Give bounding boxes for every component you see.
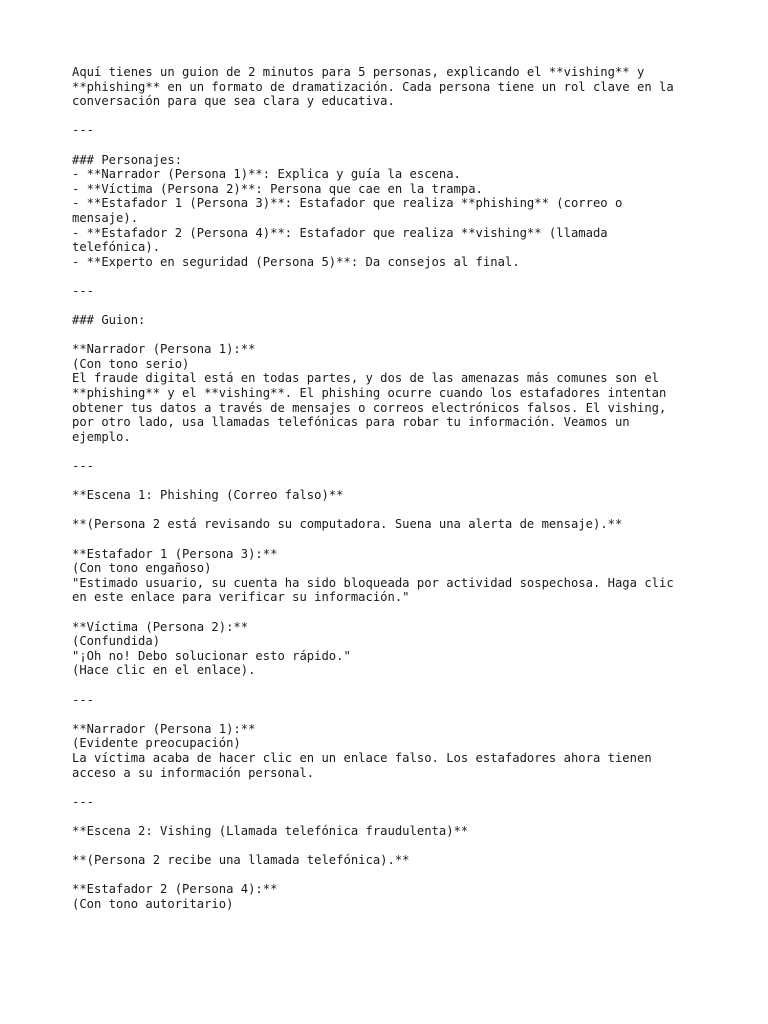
text-line: --- [72,283,95,298]
text-line: (Evidente preocupación) [72,736,241,751]
text-line: por otro lado, usa llamadas telefónicas para robar tu información. Veamos un [72,415,630,430]
text-line: ### Guion: [72,313,146,328]
blank-line [72,838,702,853]
text-line: - **Víctima (Persona 2)**: Persona que cae en la trampa. [72,181,483,196]
text-line: en este enlace para verificar su información." [72,590,410,605]
blank-line [72,707,702,722]
text-line: conversación para que sea clara y educativa. [72,94,395,109]
text-line: --- [72,794,95,809]
blank-line [72,328,702,343]
blank-line [72,605,702,620]
text-line: **(Persona 2 recibe una llamada telefónica).** [72,853,410,868]
text-line: **(Persona 2 está revisando su computadora. Suena una alerta de mensaje).** [72,517,623,532]
blank-line [72,868,702,883]
text-line: **Estafador 2 (Persona 4):** [72,882,278,897]
text-line: (Confundida) [72,634,161,649]
text-line: **Narrador (Persona 1):** [72,721,256,736]
text-line: ejemplo. [72,429,131,444]
text-line: ### Personajes: [72,152,183,167]
text-line: - **Experto en seguridad (Persona 5)**: Da consejos al final. [72,254,520,269]
text-line: **Víctima (Persona 2):** [72,619,249,634]
text-line: (Con tono engañoso) [72,561,212,576]
text-line: **Estafador 1 (Persona 3):** [72,546,278,561]
blank-line [72,503,702,518]
document-page [72,65,702,911]
text-line: (Hace clic en el enlace). [72,663,256,678]
blank-line [72,474,702,489]
text-line: acceso a su información personal. [72,765,315,780]
text-line: **Escena 2: Vishing (Llamada telefónica fraudulenta)** [72,823,469,838]
blank-line [72,678,702,693]
blank-line [72,299,702,314]
text-line: (Con tono autoritario) [72,896,234,911]
blank-line [72,138,702,153]
blank-line [72,809,702,824]
text-line: - **Estafador 1 (Persona 3)**: Estafador que realiza **phishing** (correo o [72,196,623,211]
text-line: - **Estafador 2 (Persona 4)**: Estafador que realiza **vishing** (llamada [72,225,608,240]
text-line: La víctima acaba de hacer clic en un enlace falso. Los estafadores ahora tienen [72,750,652,765]
blank-line [72,780,702,795]
blank-line [72,444,702,459]
text-line: telefónica). [72,240,161,255]
text-line: "¡Oh no! Debo solucionar esto rápido." [72,648,351,663]
text-line: - **Narrador (Persona 1)**: Explica y guía la escena. [72,167,461,182]
text-line: (Con tono serio) [72,356,190,371]
blank-line [72,532,702,547]
text-line: Aquí tienes un guion de 2 minutos para 5 personas, explicando el **vishing** y [72,65,645,79]
text-line: mensaje). [72,210,139,225]
text-line: "Estimado usuario, su cuenta ha sido bloqueada por actividad sospechosa. Haga clic [72,575,674,590]
text-line: **Narrador (Persona 1):** [72,342,256,357]
text-line: **phishing** en un formato de dramatización. Cada persona tiene un rol clave en la [72,79,674,94]
blank-line [72,269,702,284]
text-line: --- [72,692,95,707]
text-line: obtener tus datos a través de mensajes o correos electrónicos falsos. El vishing, [72,400,667,415]
text-line: **phishing** y el **vishing**. El phishing ocurre cuando los estafadores intentan [72,386,667,401]
text-line: --- [72,459,95,474]
text-line: **Escena 1: Phishing (Correo falso)** [72,488,344,503]
blank-line [72,109,702,124]
text-line: --- [72,123,95,138]
text-line: El fraude digital está en todas partes, y dos de las amenazas más comunes son el [72,371,659,386]
